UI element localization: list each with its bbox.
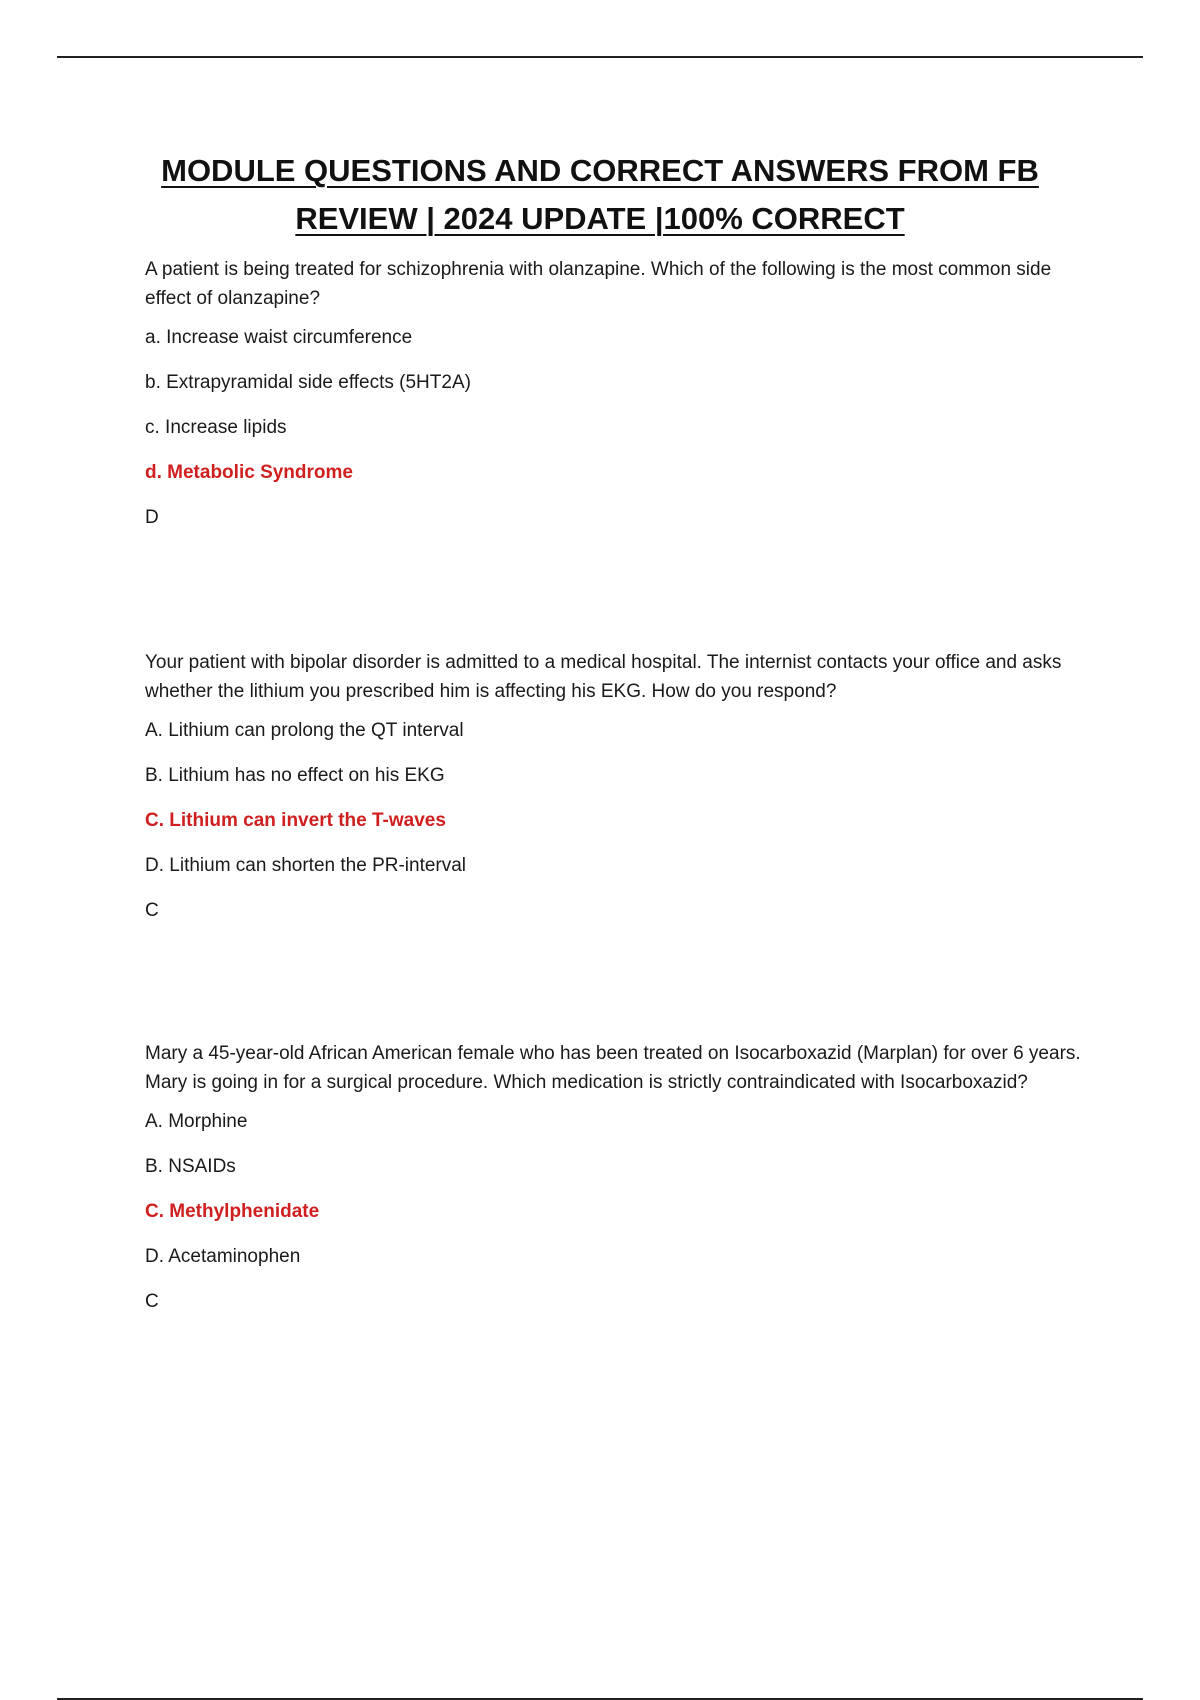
question-text: Mary a 45-year-old African American female who has been treated on Isocarboxazid (Marplan) for over 6 years. Mary is going in for a surgical procedure. Which medication is strictly contraindicated with Isocarboxazid?	[145, 1043, 1081, 1093]
option-b: b. Extrapyramidal side effects (5HT2A)	[145, 372, 471, 393]
option-a: a. Increase waist circumference	[145, 327, 413, 348]
answer-key: C	[145, 900, 159, 921]
option-c-correct: C. Methylphenidate	[145, 1201, 320, 1222]
top-rule	[57, 56, 1143, 58]
option-d: D. Acetaminophen	[145, 1246, 301, 1267]
question-block-3	[145, 1039, 1095, 1335]
question-block-1	[145, 255, 1095, 551]
question-text: A patient is being treated for schizophrenia with olanzapine. Which of the following is the most common side effect of olanzapine?	[145, 259, 1052, 309]
title-line-1: MODULE QUESTIONS AND CORRECT ANSWERS FROM FB	[161, 153, 1039, 188]
document-title	[57, 147, 1143, 243]
option-a: A. Morphine	[145, 1111, 248, 1132]
answer-key: C	[145, 1291, 159, 1312]
option-d: D. Lithium can shorten the PR-interval	[145, 855, 467, 876]
option-c-correct: C. Lithium can invert the T-waves	[145, 810, 446, 831]
question-block-2	[145, 648, 1095, 944]
option-a: A. Lithium can prolong the QT interval	[145, 720, 464, 741]
question-text: Your patient with bipolar disorder is admitted to a medical hospital. The internist contacts your office and asks whether the lithium you prescribed him is affecting his EKG. How do you respond?	[145, 652, 1062, 702]
option-c: c. Increase lipids	[145, 417, 287, 438]
option-b: B. NSAIDs	[145, 1156, 236, 1177]
option-b: B. Lithium has no effect on his EKG	[145, 765, 445, 786]
title-line-2: REVIEW | 2024 UPDATE |100% CORRECT	[295, 201, 905, 236]
option-d-correct: d. Metabolic Syndrome	[145, 462, 353, 483]
answer-key: D	[145, 507, 159, 528]
